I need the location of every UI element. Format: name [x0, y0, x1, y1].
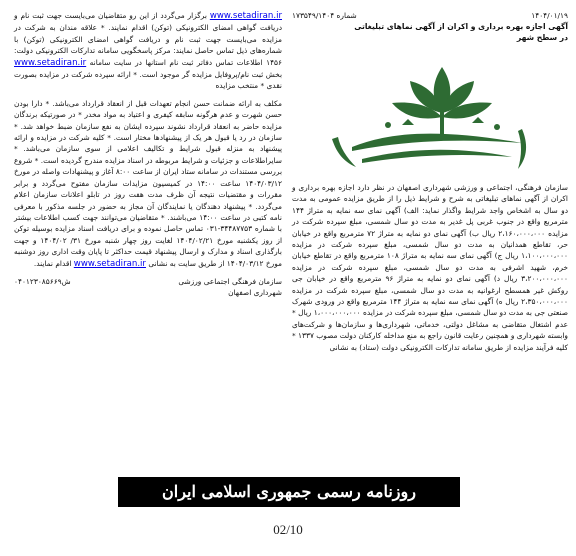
right-column [292, 10, 568, 353]
notice-title [292, 21, 568, 43]
notice-meta [292, 10, 568, 21]
left-url-after: اقدام نمایند. [33, 258, 72, 268]
notice-date: ۱۴۰۴/۰۱/۱۹ [531, 11, 568, 20]
left-top-text: برگزار می‌گردد از این رو متقاضیان می‌بایست جهت ثبت نام و دریافت گواهی امضای الکترونیکی (توکن) اقدام نمایند. * علاقه مندان به شرکت در مزایده می‌بایست جهت ثبت نام و دریافت گواهی امضای الکترونیکی (توکن) با شماره‌های ذیل تماس حاصل نمایند: مرکز پاسخگویی سامانه تدارکات الکترونیکی دولت: ۱۴۵۶ اطلاعات تماس دفاتر ثبت نام استانها در سایت سامانه [14, 11, 282, 67]
setad-link-bottom[interactable]: www.setadiran.ir [73, 258, 146, 269]
notice-title-line1: آگهی اجازه بهره برداری و اکران از آگهی نماهای تبلیغاتی [354, 22, 568, 31]
right-body-paragraph: سازمان فرهنگی، اجتماعی و ورزشی شهرداری اصفهان در نظر دارد اجازه بهره برداری و اکران از آگهی نماهای تبلیغاتی به شرح و شرایط ذیل را از طریق مزایده عمومی به مدت دو سال به اشخاص واجد شرایط واگذار نماید: الف) آگهی نمای سه نمایه به متراژ ۱۴۴ مترمربع واقع در جنوب غربی پل غدیر به مدت دو سال شمسی، مبلغ سپرده شرکت در مزایده ۲،۱۶۰،۰۰۰،۰۰۰ ریال ب) آگهی نمای دو نمایه به متراژ ۷۲ مترمربع واقع در خیابان حر، تقاطع همدانیان به مدت دو سال شمسی، مبلغ سپرده شرکت در مزایده ۱،۱۰۰،۰۰۰،۰۰۰ ریال ج) آگهی نمای سه نمایه به متراژ ۱۰۸ مترمربع واقع در تقاطع خیابان خرم، شهید اشرفی به مدت دو سال شمسی، مبلغ سپرده شرکت در مزایده ۳،۲۰۰،۰۰۰،۰۰۰ ریال د) آگهی نمای دو نمایه به متراژ ۹۶ مترمربع واقع در خیابان جی روکش غیر همسطح ارغوانیه به مدت دو سال شمسی، مبلغ سپرده شرکت در مزایده ۲،۳۵۰،۰۰۰،۰۰۰ ریال ه) آگهی نمای سه نمایه به متراژ ۱۴۴ مترمربع واقع در ورودی شهرک صنعتی جی به مدت دو سال شمسی، مبلغ سپرده شرکت در مزایده ۱،۰۰۰،۰۰۰،۰۰۰ ریال * عدم اشتغال متقاضی به مشاغل دولتی، خدماتی، شهرداری‌ها و سازمان‌ها و شرکت‌های وابسته شهرداری و همچنین رعایت قانون راجع به منع مداخله کارکنان دولت مصوب ۱۳۳۷ * کلیه فرآیند مزایده از طریق سامانه تدارکات الکترونیکی دولت (ستاد) به نشانی [292, 183, 569, 352]
logo-emblem [292, 47, 568, 182]
left-column [14, 10, 282, 299]
signature-line2: شهرداری اصفهان [228, 288, 282, 298]
signature-org: سازمان فرهنگی اجتماعی ورزشی [178, 276, 282, 286]
signature-code: ش۰۴۰۱۲۳۰۸۵۶۶۹ [14, 276, 71, 286]
notice-title-line2: در سطح شهر [516, 33, 568, 42]
page-indicator: 02/10 [273, 522, 303, 537]
left-top-paragraph [14, 10, 282, 92]
left-middle-text: مکلف به ارائه ضمانت حسن انجام تعهدات قبل از انعقاد قرارداد می‌باشد. * دارا بودن حسن شهرت و عدم هرگونه سابقه کیفری و اعتیاد به مواد مخدر * در صورتیکه برندگان مزایده حاضر به انعقاد قرارداد نشوند سپرده ایشان به نفع سازمان ضبط خواهد شد. * سازمان در رد یا قبول هر یک از پیشنهادها مختار است. * کلیه شرکت در مزایده و ارائه پیشنهاد به منزله قبول شرایط و تکالیف اعلامی از سوی سازمان می‌باشد. * سایراطلاعات و جزئیات و شرایط مربوطه در اسناد مزایده مندرج گردیده است. * شروع بررسی مستندات در سامانه ستاد ایران از ساعت ۸:۰۰ آغاز و پیشنهادات واصله در مورخ ۱۴۰۴/۰۳/۱۲ ساعت ۱۴:۰۰ در کمیسیون مزایدات سازمان مفتوح می‌گردد و برابر مقررات و مقتضیات نتیجه آن ظرف مدت هفت روز در تابلو اعلانات سازمان اعلام می‌گردد. * پیشنهاد دهندگان یا نمایندگان آن مجاز به حضور در جلسه مذکور با معرفی نامه کتبی در ساعت ۱۴:۰۰ می‌باشند. * متقاضیان می‌توانند جهت کسب اطلاعات بیشتر با شماره ۳۴۴۸۷۷۵۳-۰۳۱ تماس حاصل نموده و برای دریافت اسناد مزایده بوسیله توکن از روز یکشنبه مورخ ۱۴۰۴/۰۲/۲۱ لغایت روز چهار شنبه مورخ ۳۱/ ۱۴۰۴/۰۲ و جهت بارگذاری اسناد و مدارک و ارسال پیشنهاد قیمت حداکثر تا پایان وقت اداری روز دوشنبه مورخ ۱۴۰۴/۰۳/۱۲ از طریق سایت به نشانی [14, 98, 283, 268]
notice-number: شماره ۱۷۳۵۴۹/۱۴۰۴ [292, 11, 357, 20]
newspaper-banner: روزنامه رسمی جمهوری اسلامی ایران [118, 477, 460, 507]
signature-row [14, 276, 282, 287]
left-top-text2: بخش ثبت نام/پروفایل مزایده گر موجود است. * ارائه سپرده شرکت در مزایده بصورت نقدی * منتخب مزایده [14, 70, 282, 91]
notice-body-left [14, 10, 282, 270]
organization-logo [292, 47, 568, 182]
left-middle-paragraph [14, 98, 282, 270]
setad-link-top[interactable]: www.setadiran.ir [209, 11, 282, 21]
setad-link-middle[interactable]: www.setadiran.ir [14, 57, 87, 68]
notice-body-right [292, 182, 568, 353]
